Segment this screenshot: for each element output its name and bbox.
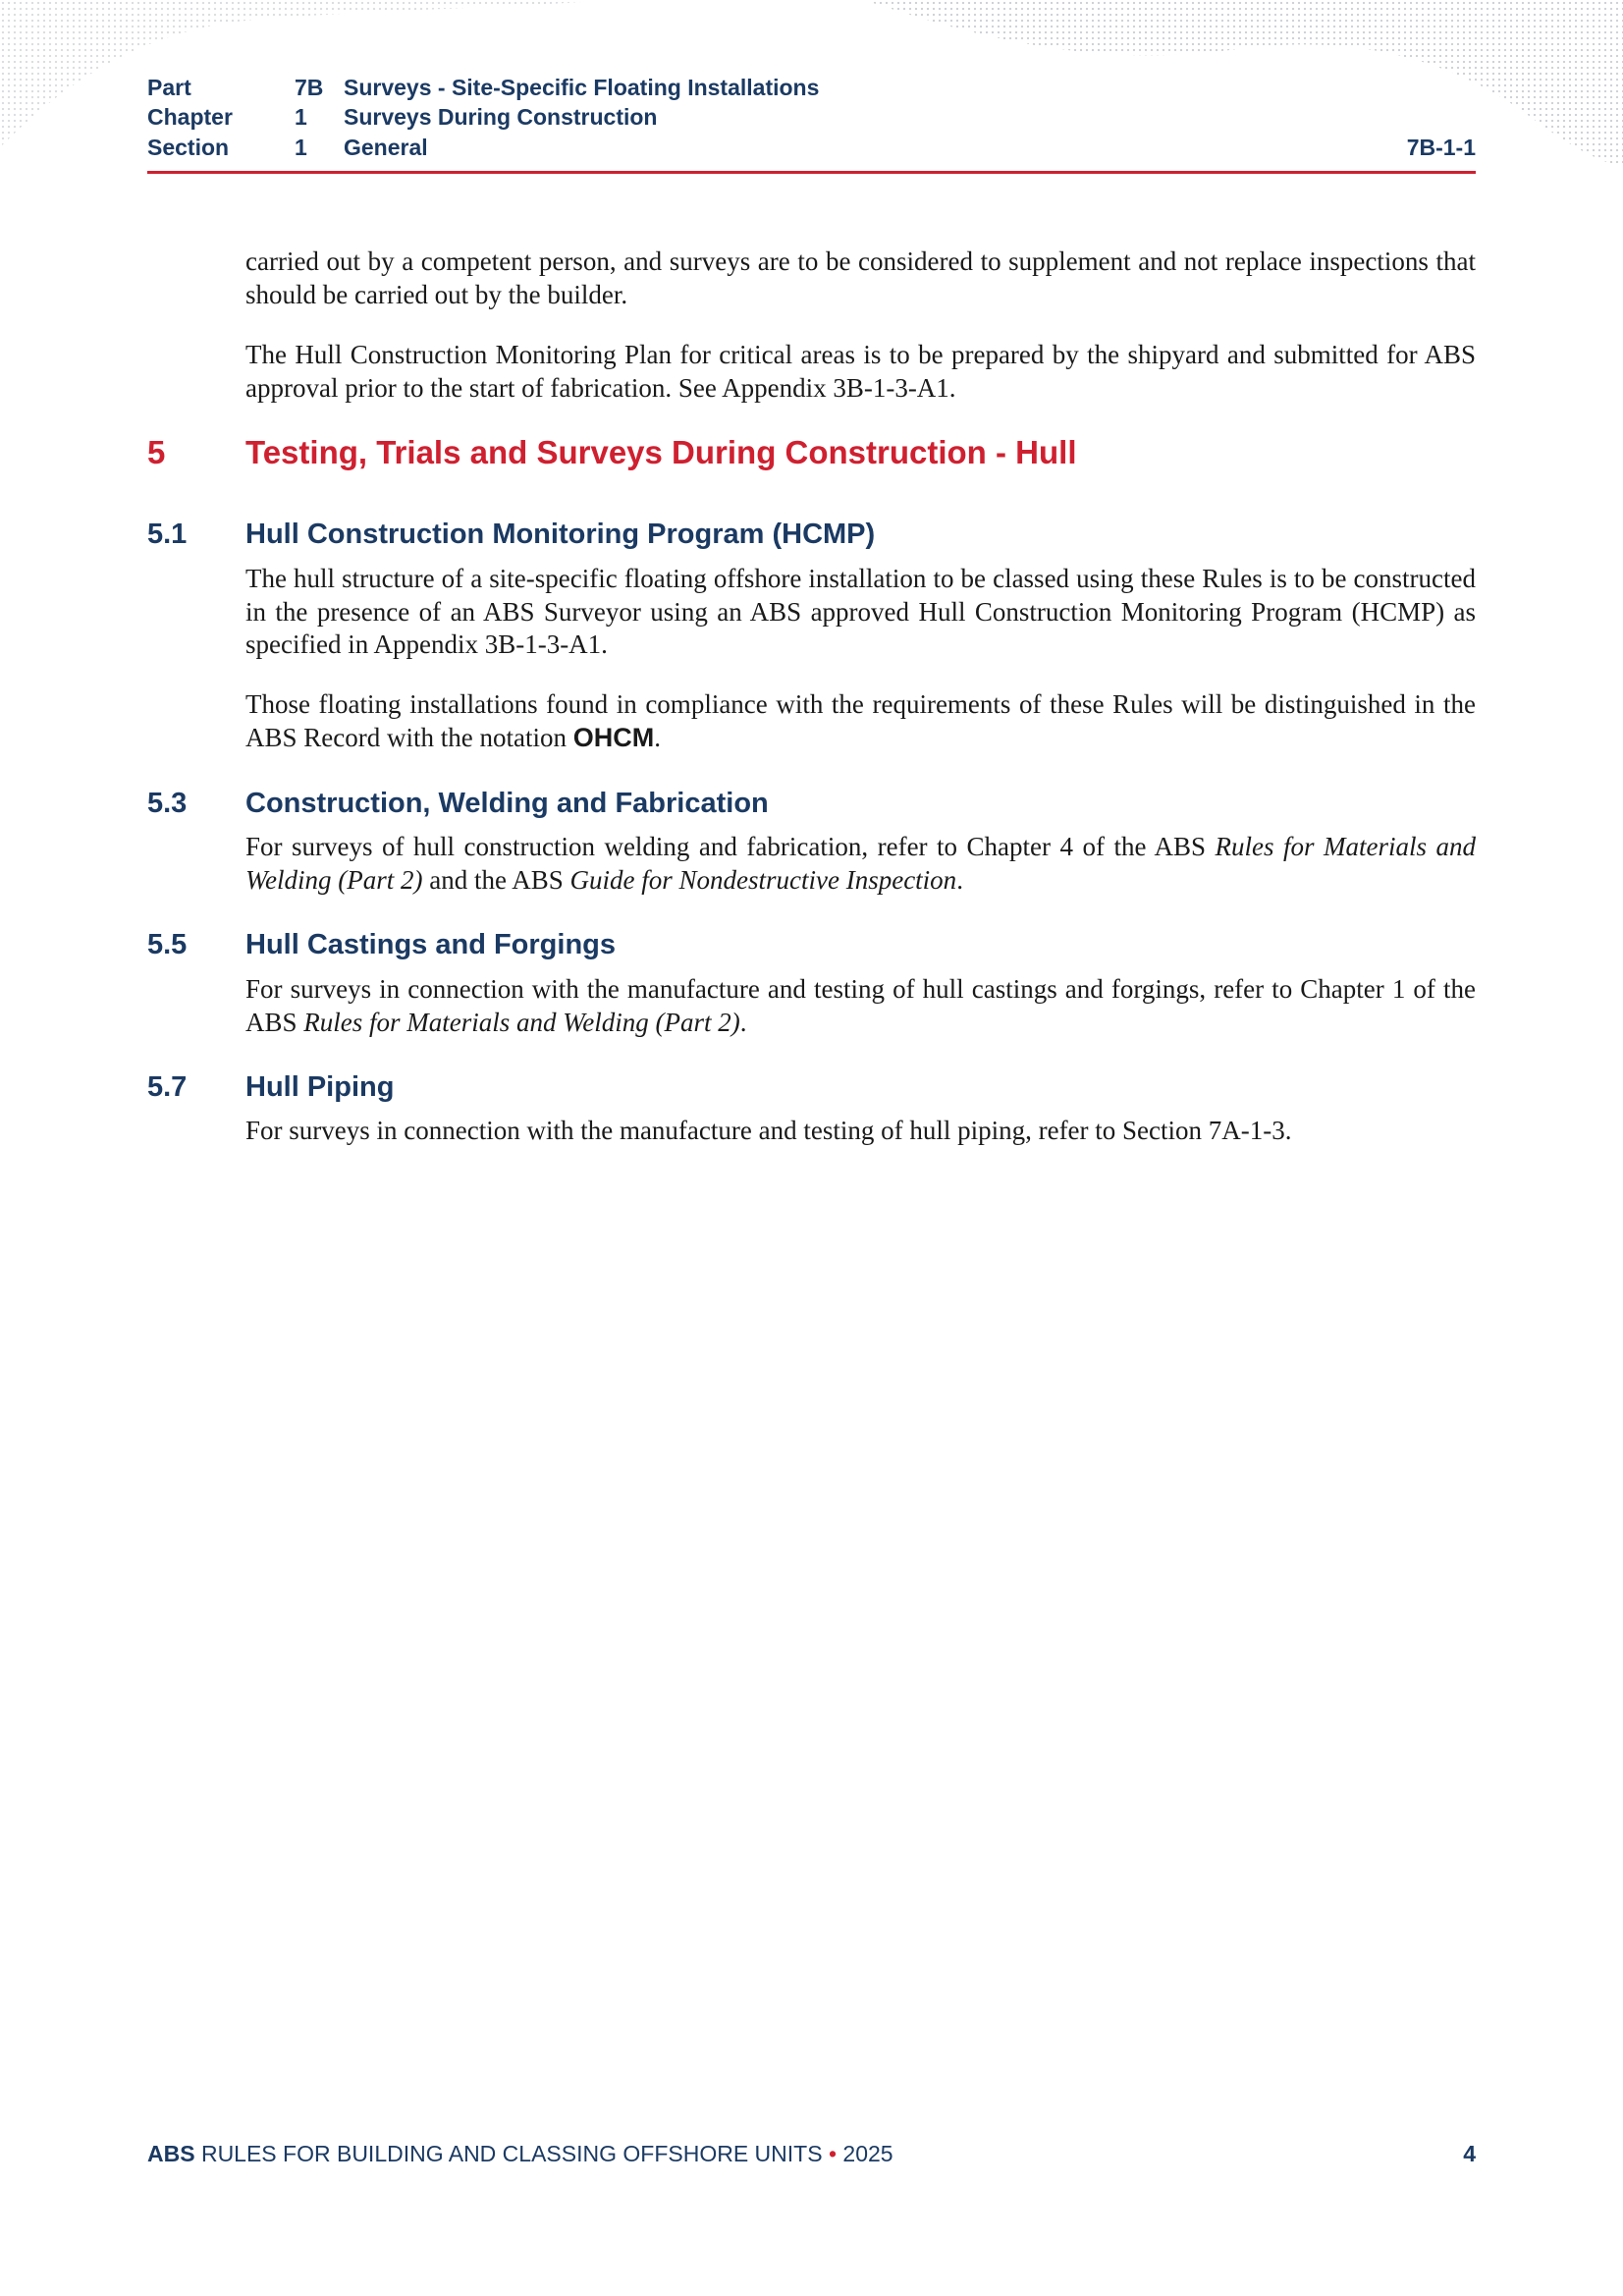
paragraph-text: . <box>654 722 661 752</box>
subsection-5-7-paragraph: For surveys in connection with the manufacture and testing of hull piping, refer to Section 7A-1-3. <box>245 1116 1292 1145</box>
subsection-5-5-number: 5.5 <box>147 929 188 960</box>
header-chapter-number: 1 <box>295 104 307 130</box>
ohcm-notation: OHCM <box>572 722 655 752</box>
intro-paragraph-2: The Hull Construction Monitoring Plan for critical areas is to be prepared by the shipyard and submitted for ABS approval prior to the start of fabrication. See Appendix 3B-1-3-A1. <box>245 340 1476 403</box>
abs-brand: ABS <box>147 2141 195 2166</box>
header-section-title: General <box>344 135 428 160</box>
subsection-5-7-number: 5.7 <box>147 1071 188 1103</box>
footer-year: 2025 <box>837 2141 893 2166</box>
subsection-5-1-title: Hull Construction Monitoring Program (HCMP) <box>245 519 876 550</box>
footer-separator: • <box>828 2141 838 2166</box>
header-section-reference: 7B-1-1 <box>1406 135 1476 160</box>
header-section-label: Section <box>147 135 230 160</box>
subsection-5-3-title: Construction, Welding and Fabrication <box>245 788 769 819</box>
rules-materials-welding-reference: Rules for Materials and Welding (Part 2) <box>303 1007 740 1037</box>
subsection-5-3-paragraph <box>245 831 1476 897</box>
subsection-5-7-title: Hull Piping <box>245 1071 395 1103</box>
header-chapter-label: Chapter <box>147 104 233 130</box>
header-chapter-title: Surveys During Construction <box>344 104 658 130</box>
footer-title: RULES FOR BUILDING AND CLASSING OFFSHORE UNITS <box>194 2141 829 2166</box>
section-5-number: 5 <box>147 434 166 470</box>
header-part-title: Surveys - Site-Specific Floating Installations <box>344 75 820 100</box>
subsection-5-1-paragraph-2 <box>245 688 1476 754</box>
intro-paragraph-1: carried out by a competent person, and surveys are to be considered to supplement and not replace inspections that should be carried out by the builder. <box>245 246 1476 309</box>
paragraph-text: For surveys in connection with the manufacture and testing of hull castings and forgings, refer to Chapter 1 of the ABS <box>245 974 1476 1037</box>
subsection-5-1-number: 5.1 <box>147 519 188 550</box>
page-footer <box>147 2141 893 2167</box>
header-part-label: Part <box>147 75 191 100</box>
nondestructive-inspection-guide-reference: Guide for Nondestructive Inspection <box>569 864 957 895</box>
subsection-5-5-title: Hull Castings and Forgings <box>245 929 617 960</box>
header-part-number: 7B <box>295 75 324 100</box>
paragraph-text: . <box>739 1007 747 1037</box>
paragraph-text: and the ABS <box>422 864 570 895</box>
subsection-5-1-paragraph-1: The hull structure of a site-specific floating offshore installation to be classed using these Rules is to be constructed in the presence of an ABS Surveyor using an ABS approved Hull Construction Monitoring Program (HCMP) as specified in Appendix 3B-1-3-A1. <box>245 564 1476 659</box>
section-5-title: Testing, Trials and Surveys During Construction - Hull <box>245 434 1077 470</box>
paragraph-text: For surveys of hull construction welding and fabrication, refer to Chapter 4 of the ABS <box>245 832 1216 861</box>
header-divider <box>147 171 1476 174</box>
page-number: 4 <box>1463 2141 1476 2166</box>
subsection-5-5-paragraph <box>245 973 1476 1039</box>
rules-materials-welding-reference: Rules for Materials and Welding (Part 2) <box>245 832 1476 895</box>
paragraph-text: Those floating installations found in compliance with the requirements of these Rules will be distinguished in the ABS Record with the notation <box>245 689 1476 752</box>
paragraph-text: . <box>956 864 963 895</box>
header-section-number: 1 <box>295 135 307 160</box>
subsection-5-3-number: 5.3 <box>147 788 188 819</box>
